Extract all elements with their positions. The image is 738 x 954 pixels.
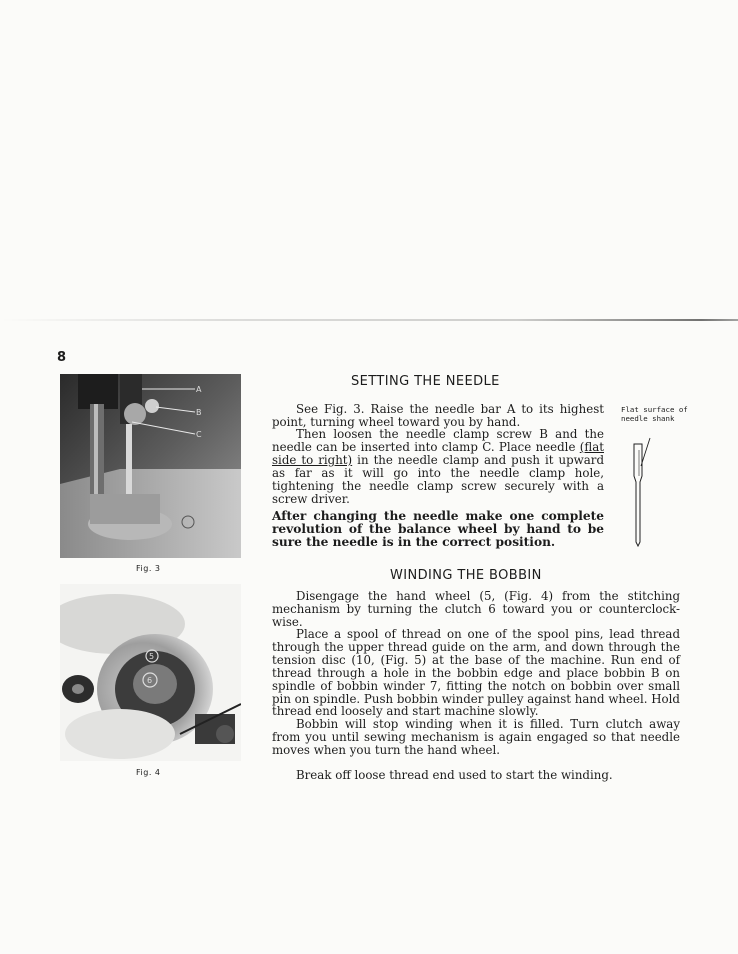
figure-4-label-6: 6 (147, 676, 153, 685)
winding-bobbin-paragraph-3: Bobbin will stop winding when it is filled. Turn clutch away from you until sewing mechanism is again engaged so that needle moves when you turn the hand wheel. (272, 717, 680, 757)
paragraph-2-start: Then loosen the needle clamp screw B and the needle can be inserted into clamp C. Place needle (272, 427, 604, 454)
setting-needle-paragraph-1: See Fig. 3. Raise the needle bar A to its highest point, turning wheel toward you by hand. (272, 402, 604, 429)
needle-diagram (620, 436, 660, 548)
winding-bobbin-heading: WINDING THE BOBBIN (390, 568, 542, 583)
figure-3-label-b: B (196, 408, 202, 417)
setting-needle-heading: SETTING THE NEEDLE (351, 374, 500, 389)
setting-needle-warning: After changing the needle make one complete revolution of the balance wheel by hand to be sure the needle is in the correct position. (272, 509, 604, 550)
winding-bobbin-paragraph-1: Disengage the hand wheel (5, (Fig. 4) from the stitching mechanism by turning the clutch 6 toward you or counterclock-wise. (272, 589, 680, 629)
figure-3-label-c: C (196, 430, 202, 439)
figure-3-photo (60, 374, 241, 558)
winding-bobbin-paragraph-2: Place a spool of thread on one of the spool pins, lead thread through the upper thread guide on the arm, and down through the tension disc (10, (Fig. 5) at the base of the machine. Run end of thread through a hole in the bobbin edge and place bobbin B on spindle of bobbin winder 7, fitting the notch on bobbin over small pin on spindle. Push bobbin winder pulley against hand wheel. Hold thread end loosely and start machine slowly. (272, 627, 680, 719)
figure-4-label-5: 5 (149, 652, 155, 661)
figure-4-photo (60, 584, 241, 761)
needle-side-note: Flat surface of needle shank (621, 405, 688, 423)
winding-bobbin-paragraph-4: Break off loose thread end used to start the winding. (296, 768, 613, 782)
page-number: 8 (57, 350, 67, 365)
figure-3-caption: Fig. 3 (136, 564, 161, 573)
paragraph-2-end: in the needle clamp and push it upward as far as it will go into the needle clamp hole, tightening the needle clamp screw securely with a screw driver. (272, 452, 604, 506)
figure-4-caption: Fig. 4 (136, 768, 161, 777)
flat-side-underlined: (flat side to right) (272, 439, 604, 467)
scan-edge-line (0, 319, 738, 321)
figure-3-label-a: A (196, 385, 202, 394)
setting-needle-paragraph-2 (272, 428, 604, 505)
